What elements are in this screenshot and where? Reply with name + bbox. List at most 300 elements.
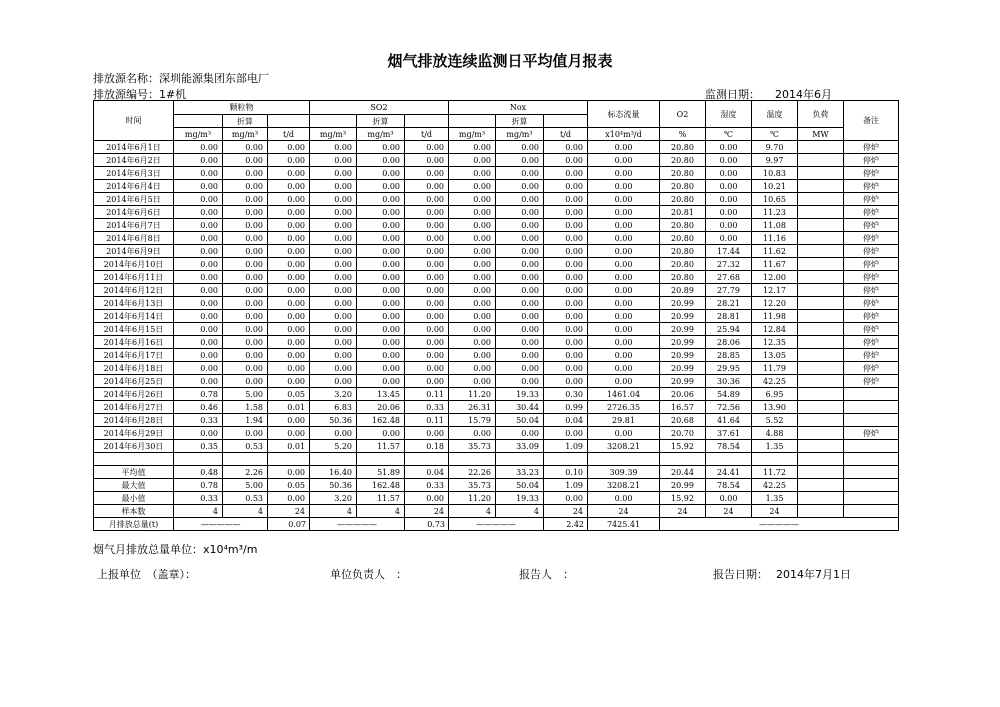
table-cell: 3208.21 [588, 440, 660, 453]
table-cell: 20.80 [660, 180, 706, 193]
table-cell: 16.57 [660, 401, 706, 414]
table-cell: 0.00 [449, 167, 496, 180]
header-unit: mg/m³ [496, 128, 544, 141]
table-cell: 11.79 [752, 362, 798, 375]
table-cell: 0.00 [449, 323, 496, 336]
table-cell: 10.65 [752, 193, 798, 206]
table-cell: 0.00 [544, 245, 588, 258]
table-cell: 0.00 [405, 284, 449, 297]
table-cell [798, 258, 844, 271]
table-cell: 35.73 [449, 440, 496, 453]
table-cell: 0.00 [544, 427, 588, 440]
table-cell: 0.00 [588, 258, 660, 271]
table-cell: 0.00 [706, 232, 752, 245]
table-cell: 12.35 [752, 336, 798, 349]
table-cell: 1.35 [752, 492, 798, 505]
table-cell: 28.21 [706, 297, 752, 310]
table-cell: 0.00 [706, 206, 752, 219]
table-cell: 1.09 [544, 479, 588, 492]
table-row [94, 232, 899, 245]
table-cell: 4 [357, 505, 405, 518]
table-cell: 12.20 [752, 297, 798, 310]
table-cell [844, 453, 899, 466]
header-load: 负荷 [798, 101, 844, 128]
table-cell: 0.53 [223, 492, 268, 505]
table-cell: 25.94 [706, 323, 752, 336]
table-cell: 0.04 [405, 466, 449, 479]
table-cell [798, 310, 844, 323]
table-cell: 0.00 [268, 219, 310, 232]
table-cell: 0.46 [174, 401, 223, 414]
table-cell: 停炉 [844, 297, 899, 310]
table-cell: 0.00 [588, 180, 660, 193]
table-cell: 0.00 [496, 219, 544, 232]
table-cell: 0.00 [357, 206, 405, 219]
table-row [94, 362, 899, 375]
table-cell [844, 479, 899, 492]
table-cell: 0.99 [544, 401, 588, 414]
table-cell: 0.00 [588, 154, 660, 167]
table-cell: 0.00 [223, 427, 268, 440]
table-cell: 26.31 [449, 401, 496, 414]
table-cell: 0.00 [496, 206, 544, 219]
table-row [94, 258, 899, 271]
table-cell [798, 479, 844, 492]
header-converted: 折算 [223, 115, 268, 128]
monitor-date: 2014年6月 [775, 88, 832, 101]
table-cell: 0.00 [310, 245, 357, 258]
header-blank [405, 115, 449, 128]
table-cell: 162.48 [357, 414, 405, 427]
table-cell: 停炉 [844, 167, 899, 180]
table-cell: 0.00 [223, 154, 268, 167]
table-cell: 0.00 [496, 375, 544, 388]
row-label: 平均值 [94, 466, 174, 479]
table-cell: 0.18 [405, 440, 449, 453]
table-cell: 0.00 [357, 362, 405, 375]
table-cell: 停炉 [844, 141, 899, 154]
table-cell: 0.01 [268, 401, 310, 414]
table-cell: 37.61 [706, 427, 752, 440]
table-cell [798, 154, 844, 167]
table-cell: 20.99 [660, 310, 706, 323]
table-cell: 0.00 [268, 284, 310, 297]
table-cell: 停炉 [844, 336, 899, 349]
table-row [94, 284, 899, 297]
table-cell: 50.36 [310, 414, 357, 427]
table-cell: 0.33 [405, 401, 449, 414]
row-label: 2014年6月11日 [94, 271, 174, 284]
table-cell: 78.54 [706, 479, 752, 492]
header-remark: 备注 [844, 101, 899, 141]
table-cell: 0.00 [588, 219, 660, 232]
table-cell: 13.05 [752, 349, 798, 362]
table-cell: 24 [752, 505, 798, 518]
row-label: 2014年6月12日 [94, 284, 174, 297]
table-cell: 27.32 [706, 258, 752, 271]
table-cell: 0.00 [405, 245, 449, 258]
table-cell [798, 453, 844, 466]
table-cell: 0.00 [405, 193, 449, 206]
header-unit: ℃ [706, 128, 752, 141]
header-unit: t/d [544, 128, 588, 141]
table-row [94, 323, 899, 336]
table-cell: 20.99 [660, 336, 706, 349]
table-cell: 0.00 [268, 336, 310, 349]
table-cell: 0.00 [268, 414, 310, 427]
header-blank [174, 115, 223, 128]
table-cell: 0.00 [496, 245, 544, 258]
table-cell: 33.09 [496, 440, 544, 453]
table-cell: 0.00 [588, 427, 660, 440]
table-cell: 0.00 [174, 193, 223, 206]
header-unit: mg/m³ [310, 128, 357, 141]
table-cell [798, 414, 844, 427]
table-cell: 0.00 [449, 258, 496, 271]
table-row [94, 297, 899, 310]
total-tail-dash: ————— [660, 518, 899, 531]
table-row [94, 427, 899, 440]
table-cell [798, 284, 844, 297]
table-cell: 0.00 [174, 362, 223, 375]
table-cell: 11.20 [449, 492, 496, 505]
table-cell: 12.00 [752, 271, 798, 284]
table-cell: 4 [174, 505, 223, 518]
table-cell: 0.00 [544, 310, 588, 323]
table-cell: 0.00 [223, 258, 268, 271]
table-cell: 9.97 [752, 154, 798, 167]
header-unit: mg/m³ [357, 128, 405, 141]
table-cell: 停炉 [844, 245, 899, 258]
table-cell: 20.89 [660, 284, 706, 297]
table-cell: 1461.04 [588, 388, 660, 401]
table-cell: 0.00 [496, 427, 544, 440]
table-cell: 28.81 [706, 310, 752, 323]
table-row [94, 180, 899, 193]
table-cell: 15.92 [660, 492, 706, 505]
table-cell [268, 453, 310, 466]
table-row [94, 271, 899, 284]
table-row [94, 401, 899, 414]
table-cell: 0.33 [405, 479, 449, 492]
table-cell: 停炉 [844, 349, 899, 362]
table-cell: 0.00 [357, 375, 405, 388]
header-unit: mg/m³ [449, 128, 496, 141]
table-cell: 11.98 [752, 310, 798, 323]
table-cell: 30.44 [496, 401, 544, 414]
table-cell: 0.11 [405, 414, 449, 427]
table-cell: 20.70 [660, 427, 706, 440]
table-cell [844, 388, 899, 401]
table-cell: 20.99 [660, 375, 706, 388]
table-cell: 0.00 [223, 310, 268, 323]
table-cell: 0.00 [223, 219, 268, 232]
table-cell: 20.99 [660, 297, 706, 310]
table-cell: 0.30 [544, 388, 588, 401]
table-cell: 24 [588, 505, 660, 518]
table-cell: 1.35 [752, 440, 798, 453]
table-cell: 0.00 [405, 492, 449, 505]
table-cell: 0.00 [588, 310, 660, 323]
table-row [94, 245, 899, 258]
header-unit: mg/m³ [174, 128, 223, 141]
header-blank [544, 115, 588, 128]
table-cell: 0.00 [310, 349, 357, 362]
table-cell: 0.00 [496, 310, 544, 323]
monitor-date-label: 监测日期： [705, 88, 760, 101]
table-cell: 0.00 [496, 193, 544, 206]
table-cell [844, 401, 899, 414]
table-cell: 0.00 [310, 375, 357, 388]
table-cell: 0.00 [496, 141, 544, 154]
table-cell [660, 453, 706, 466]
table-cell: 0.00 [405, 180, 449, 193]
table-cell: 0.00 [357, 232, 405, 245]
table-cell: 0.00 [223, 167, 268, 180]
row-label: 样本数 [94, 505, 174, 518]
table-cell: 0.00 [405, 375, 449, 388]
table-cell: 0.00 [310, 336, 357, 349]
table-cell: 0.00 [544, 206, 588, 219]
table-cell: 72.56 [706, 401, 752, 414]
table-cell: 20.80 [660, 193, 706, 206]
table-cell: 0.33 [174, 414, 223, 427]
header-blank [310, 115, 357, 128]
table-cell: 11.62 [752, 245, 798, 258]
table-cell: 0.00 [268, 271, 310, 284]
report-table [93, 100, 899, 531]
header-blank [268, 115, 310, 128]
table-cell [798, 323, 844, 336]
header-blank [449, 115, 496, 128]
table-cell: 5.00 [223, 388, 268, 401]
table-cell: 15.79 [449, 414, 496, 427]
table-cell: 0.00 [357, 154, 405, 167]
unit-head-label: 单位负责人 ： [330, 568, 407, 581]
table-cell: 11.57 [357, 440, 405, 453]
table-cell: 0.00 [449, 271, 496, 284]
table-cell: 42.25 [752, 479, 798, 492]
table-cell: 20.80 [660, 271, 706, 284]
table-cell: 0.00 [174, 258, 223, 271]
table-cell [798, 232, 844, 245]
table-cell: 0.00 [449, 219, 496, 232]
table-cell: 0.00 [544, 180, 588, 193]
table-cell: 0.00 [449, 427, 496, 440]
blank-row [94, 453, 899, 466]
table-cell: 0.00 [588, 206, 660, 219]
table-cell: 0.00 [496, 284, 544, 297]
table-cell: 0.00 [544, 284, 588, 297]
row-label: 2014年6月8日 [94, 232, 174, 245]
table-cell: 停炉 [844, 232, 899, 245]
table-cell: 0.00 [405, 154, 449, 167]
particulate-total: 0.07 [268, 518, 310, 531]
table-cell: 0.00 [449, 154, 496, 167]
table-cell: 0.00 [357, 245, 405, 258]
table-cell: 0.05 [268, 388, 310, 401]
table-cell: 0.00 [357, 258, 405, 271]
table-cell: 0.00 [496, 323, 544, 336]
table-cell: 0.00 [174, 284, 223, 297]
table-cell: 0.00 [449, 232, 496, 245]
table-cell [798, 401, 844, 414]
table-cell [798, 466, 844, 479]
table-cell: 0.00 [357, 323, 405, 336]
table-cell [798, 440, 844, 453]
table-cell: 13.45 [357, 388, 405, 401]
row-label: 2014年6月14日 [94, 310, 174, 323]
header-unit: ℃ [752, 128, 798, 141]
header-so2: SO2 [310, 101, 449, 115]
table-cell: 0.00 [223, 362, 268, 375]
total-unit-note: 烟气月排放总量单位：x10⁴m³/m [93, 543, 258, 556]
table-row [94, 440, 899, 453]
table-cell: 0.00 [544, 219, 588, 232]
table-cell: 20.99 [660, 349, 706, 362]
table-cell: 2726.35 [588, 401, 660, 414]
table-cell: 0.00 [310, 323, 357, 336]
table-cell: 24 [706, 505, 752, 518]
table-cell: 0.00 [544, 375, 588, 388]
table-cell: 20.80 [660, 232, 706, 245]
row-label: 2014年6月27日 [94, 401, 174, 414]
table-cell: 0.00 [496, 154, 544, 167]
table-cell: 24 [660, 505, 706, 518]
table-cell: 0.00 [405, 323, 449, 336]
table-cell: 12.84 [752, 323, 798, 336]
table-cell [844, 414, 899, 427]
table-cell [174, 453, 223, 466]
table-cell: 0.00 [405, 258, 449, 271]
table-cell: 24 [405, 505, 449, 518]
table-cell: 5.52 [752, 414, 798, 427]
table-cell: 0.00 [544, 323, 588, 336]
table-cell: 0.00 [310, 232, 357, 245]
table-cell: 27.79 [706, 284, 752, 297]
table-cell [844, 440, 899, 453]
table-cell: 0.00 [449, 297, 496, 310]
table-cell: 0.00 [268, 193, 310, 206]
table-cell: 0.00 [588, 245, 660, 258]
table-cell: 0.00 [588, 232, 660, 245]
table-cell: 停炉 [844, 310, 899, 323]
table-cell: 0.00 [268, 141, 310, 154]
so2-total: 0.73 [405, 518, 449, 531]
table-cell: 0.00 [268, 349, 310, 362]
table-cell: 0.00 [496, 297, 544, 310]
header-unit: % [660, 128, 706, 141]
table-cell [588, 453, 660, 466]
source-id: 排放源编号：1#机 [93, 88, 187, 101]
table-cell: 0.00 [268, 167, 310, 180]
table-cell: 停炉 [844, 206, 899, 219]
row-label: 2014年6月2日 [94, 154, 174, 167]
row-label: 2014年6月6日 [94, 206, 174, 219]
table-cell: 0.00 [544, 492, 588, 505]
table-cell: 51.89 [357, 466, 405, 479]
table-cell [798, 427, 844, 440]
table-cell: 0.00 [496, 167, 544, 180]
table-cell: 54.89 [706, 388, 752, 401]
table-cell [798, 297, 844, 310]
row-label: 2014年6月13日 [94, 297, 174, 310]
table-cell [449, 453, 496, 466]
row-label: 2014年6月3日 [94, 167, 174, 180]
row-label: 最大值 [94, 479, 174, 492]
table-cell: 0.00 [310, 284, 357, 297]
row-label: 2014年6月9日 [94, 245, 174, 258]
table-cell: 0.00 [310, 258, 357, 271]
table-cell: 0.00 [544, 167, 588, 180]
table-cell: 0.00 [268, 232, 310, 245]
table-cell: 1.58 [223, 401, 268, 414]
table-cell: 0.00 [449, 336, 496, 349]
header-converted: 折算 [496, 115, 544, 128]
table-cell [798, 388, 844, 401]
table-cell: 停炉 [844, 154, 899, 167]
table-cell: 0.00 [544, 362, 588, 375]
table-cell: 0.00 [588, 323, 660, 336]
table-cell: 0.00 [405, 427, 449, 440]
table-cell [798, 167, 844, 180]
table-cell: 11.20 [449, 388, 496, 401]
table-row [94, 388, 899, 401]
row-label: 2014年6月17日 [94, 349, 174, 362]
table-cell: 0.00 [310, 167, 357, 180]
table-cell: 0.00 [449, 193, 496, 206]
table-cell: 0.00 [223, 193, 268, 206]
table-cell: 0.00 [544, 193, 588, 206]
table-cell: 20.06 [357, 401, 405, 414]
table-cell: 2.26 [223, 466, 268, 479]
table-cell: 20.44 [660, 466, 706, 479]
table-cell [752, 453, 798, 466]
table-cell: 停炉 [844, 284, 899, 297]
table-cell: 0.00 [588, 336, 660, 349]
table-cell: 0.00 [174, 349, 223, 362]
table-row [94, 206, 899, 219]
table-cell: 4 [223, 505, 268, 518]
table-cell [798, 505, 844, 518]
table-cell: 0.00 [310, 206, 357, 219]
table-cell: 20.99 [660, 323, 706, 336]
table-row [94, 349, 899, 362]
table-cell: 11.67 [752, 258, 798, 271]
row-label: 2014年6月26日 [94, 388, 174, 401]
table-cell [544, 453, 588, 466]
table-cell: 12.17 [752, 284, 798, 297]
header-std-flow: 标态流量 [588, 101, 660, 128]
table-cell: 0.00 [544, 154, 588, 167]
table-cell: 0.00 [357, 349, 405, 362]
source-name: 排放源名称：深圳能源集团东部电厂 [93, 72, 269, 85]
table-cell: 0.00 [223, 323, 268, 336]
table-cell: 0.00 [357, 167, 405, 180]
table-cell: 0.00 [544, 336, 588, 349]
table-cell: 10.21 [752, 180, 798, 193]
table-cell: 0.00 [268, 297, 310, 310]
table-cell: 0.00 [310, 271, 357, 284]
table-row [94, 219, 899, 232]
table-cell: 0.33 [174, 492, 223, 505]
table-cell: 0.00 [449, 362, 496, 375]
table-cell: 13.90 [752, 401, 798, 414]
row-label: 2014年6月10日 [94, 258, 174, 271]
table-cell: 0.00 [706, 193, 752, 206]
table-cell: 0.00 [223, 375, 268, 388]
table-cell: 0.00 [588, 297, 660, 310]
